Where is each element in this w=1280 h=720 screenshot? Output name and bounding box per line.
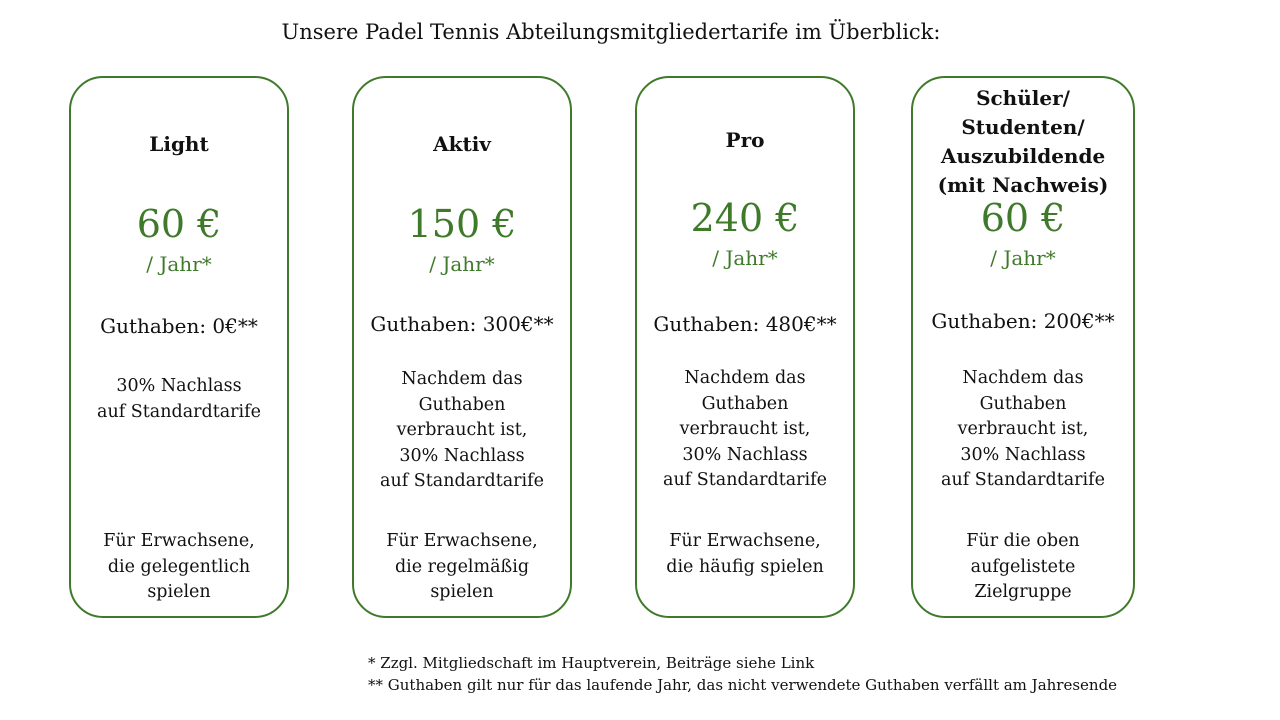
tier-name-line: Studenten/: [961, 115, 1085, 139]
description-line: auf Standardtarife: [380, 471, 544, 491]
description-line: 30% Nachlass: [116, 376, 242, 396]
tier-target-group: [354, 529, 570, 606]
tier-card-aktiv: [352, 76, 572, 618]
tier-target-group: [637, 529, 853, 580]
tier-description: [913, 366, 1133, 494]
description-line: auf Standardtarife: [97, 401, 261, 422]
description-line: 30% Nachlass: [682, 444, 808, 465]
tier-card-students: [911, 76, 1135, 618]
description-line: Nachdem das: [401, 369, 523, 389]
target-line: Für Erwachsene,: [669, 531, 821, 551]
footnote-credit: ** Guthaben gilt nur für das laufende Jahr, das nicht verwendete Guthaben verfällt am Jahresende: [368, 676, 1118, 694]
tier-card-pro: [635, 76, 855, 618]
tier-target-group: [913, 529, 1133, 606]
target-line: die gelegentlich: [107, 556, 251, 577]
tier-credit: Guthaben: 300€**: [370, 312, 554, 336]
description-line: Nachdem das: [684, 368, 806, 388]
tier-credit: Guthaben: 200€**: [931, 309, 1115, 333]
description-line: Guthaben: [979, 393, 1067, 414]
description-line: Guthaben: [701, 393, 789, 414]
description-line: Guthaben: [418, 394, 506, 415]
tier-price: 150 €: [407, 202, 517, 246]
tier-period: / Jahr*: [990, 246, 1056, 270]
target-line: aufgelistete: [970, 556, 1076, 577]
tier-period: / Jahr*: [146, 252, 212, 276]
page-title: Unsere Padel Tennis Abteilungsmitgliedertarife im Überblick:: [281, 20, 941, 44]
target-line: die häufig spielen: [666, 556, 824, 577]
tier-name-line: Auszubildende: [940, 144, 1106, 168]
target-line: Für die oben: [966, 531, 1080, 551]
tier-name: Light: [149, 132, 209, 156]
tier-card-light: [69, 76, 289, 618]
tier-target-group: [71, 529, 287, 606]
tier-name-line: Schüler/: [976, 86, 1070, 110]
target-line: Für Erwachsene,: [386, 531, 538, 551]
target-line: spielen: [430, 582, 494, 602]
target-line: Für Erwachsene,: [103, 531, 255, 551]
description-line: verbraucht ist,: [396, 420, 528, 440]
tier-name: [913, 84, 1133, 200]
tier-price: 60 €: [980, 196, 1066, 240]
target-line: Zielgruppe: [974, 582, 1072, 602]
description-line: auf Standardtarife: [941, 470, 1105, 490]
tier-description: [71, 374, 287, 425]
tier-credit: Guthaben: 0€**: [100, 314, 258, 338]
target-line: spielen: [147, 582, 211, 602]
tier-name: Pro: [725, 128, 765, 152]
description-line: 30% Nachlass: [399, 445, 525, 466]
description-line: verbraucht ist,: [957, 419, 1089, 439]
footnote-membership: * Zzgl. Mitgliedschaft im Hauptverein, Beiträge siehe Link: [368, 654, 815, 672]
description-line: 30% Nachlass: [960, 444, 1086, 465]
tier-price: 240 €: [690, 196, 800, 240]
tier-price: 60 €: [136, 202, 222, 246]
tier-period: / Jahr*: [429, 252, 495, 276]
tier-period: / Jahr*: [712, 246, 778, 270]
description-line: verbraucht ist,: [679, 419, 811, 439]
tier-name: Aktiv: [433, 132, 491, 156]
tier-description: [637, 366, 853, 494]
description-line: Nachdem das: [962, 368, 1084, 388]
description-line: auf Standardtarife: [663, 470, 827, 490]
tier-description: [354, 367, 570, 495]
tier-credit: Guthaben: 480€**: [653, 312, 837, 336]
tier-name-line: (mit Nachweis): [937, 173, 1109, 197]
target-line: die regelmäßig: [394, 556, 530, 577]
footnotes: [368, 652, 1117, 696]
